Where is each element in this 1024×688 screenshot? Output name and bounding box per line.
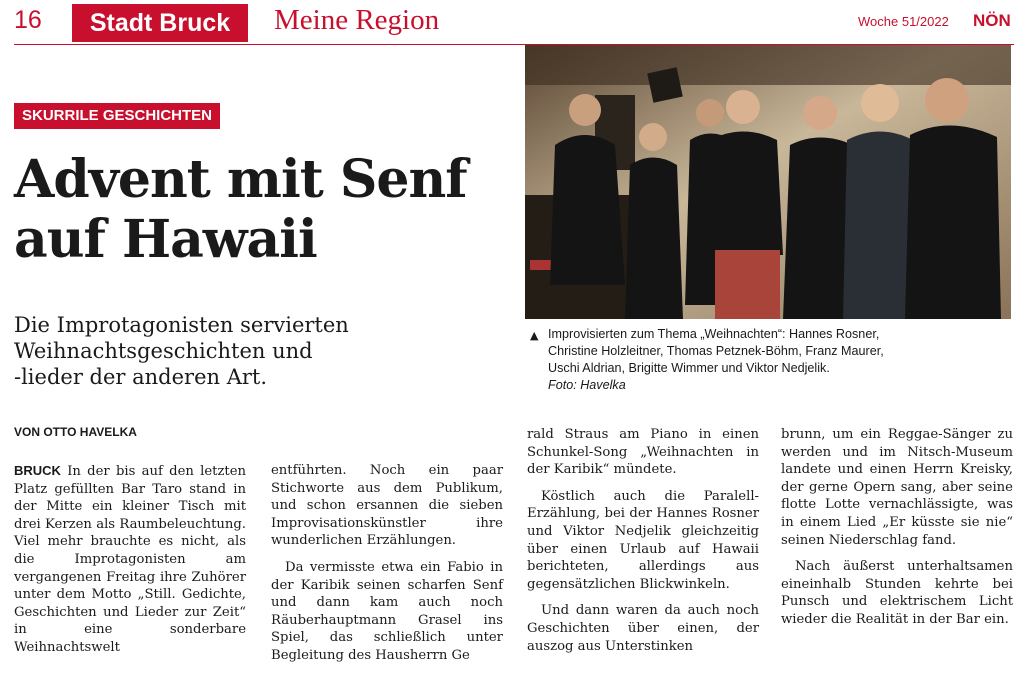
issue-week: Woche 51/2022 <box>858 14 949 29</box>
subhead-line: Weihnachtsgeschichten und <box>14 339 313 363</box>
caption-arrow-icon: ▲ <box>530 329 539 342</box>
paragraph: Und dann waren da auch noch Geschichten über einen, der auszog aus Unterstinken <box>527 603 759 654</box>
photo-credit: Foto: Havelka <box>548 378 626 392</box>
photo-caption <box>548 326 988 394</box>
section-label[interactable]: Stadt Bruck <box>72 4 248 42</box>
dateline: BRUCK <box>14 463 61 478</box>
headline-line: Advent mit Senf <box>14 149 467 210</box>
page-number: 16 <box>14 6 42 34</box>
paragraph: Da vermisste etwa ein Fabio in der Karibik seinen scharfen Senf und dann kam auch noch Räuberhauptmann Grasel ins Spiel, das schließlich unter Begleitung des Hausherrn Ge <box>271 559 503 663</box>
body-column-3 <box>527 426 759 655</box>
region-label[interactable]: Meine Region <box>274 4 440 36</box>
paragraph <box>14 462 246 657</box>
body-column-4 <box>781 426 1013 629</box>
caption-line: Improvisierten zum Thema „Weihnachten“: Hannes Rosner, <box>548 327 880 341</box>
caption-line: Uschi Aldrian, Brigitte Wimmer und Viktor Nedjelik. <box>548 361 830 375</box>
body-column-2 <box>271 462 503 665</box>
subhead-line: -lieder der anderen Art. <box>14 365 268 389</box>
brand-logo: NÖN <box>973 11 1011 30</box>
paragraph: entführten. Noch ein paar Stichworte aus dem Publikum, und schon ersannen die sieben Improvisationskünstler ihre wunderlichen Erzählungen. <box>271 463 503 549</box>
subhead-line: Die Improtagonisten servierten <box>14 313 349 337</box>
paragraph: rald Straus am Piano in einen Schunkel-Song „Weihnachten in der Karibik“ mündete. <box>527 427 759 478</box>
paragraph: brunn, um ein Reggae-Sänger zu werden und im Nitsch-Museum landete und einen Herrn Kreisky, der gerne Opern sang, aber seine flotte Lotte vernachlässigte, was in einem Lied „Er küsste sie nie“ seinen Niederschlag fand. <box>781 427 1013 548</box>
caption-line: Christine Holzleitner, Thomas Petznek-Böhm, Franz Maurer, <box>548 344 884 358</box>
headline-line: auf Hawaii <box>14 209 317 270</box>
paragraph: Nach äußerst unterhaltsamen eineinhalb Stunden kehrte bei Punsch und elektrischem Licht wieder die Realität in der Bar ein. <box>781 559 1013 627</box>
paragraph-text: In der bis auf den letzten Platz gefüllten Bar Taro stand in der Mitte ein kleiner Tisch mit drei Kerzen als Raumbeleuchtung. Viel mehr brauchte es nicht, als die Improtagonisten am vergangenen Freitag ihre Zuhörer unter dem Motto „Still. Gedichte, Geschichten und Lieder zur Zeit“ in eine sonderbare Weihnachtswelt <box>14 464 246 655</box>
article-subhead <box>14 312 374 390</box>
paragraph: Köstlich auch die Paralell-Erzählung, bei der Hannes Rosner und Viktor Nedjelik gleichzeitig über einen Urlaub auf Hawaii berichteten, allerdings aus gegensätzlichen Blickwinkeln. <box>527 488 759 592</box>
article-kicker: SKURRILE GESCHICHTEN <box>14 103 220 129</box>
group-photo <box>525 45 1011 319</box>
article-headline <box>14 150 514 270</box>
body-column-1 <box>14 462 246 657</box>
article-byline: VON OTTO HAVELKA <box>14 425 137 439</box>
